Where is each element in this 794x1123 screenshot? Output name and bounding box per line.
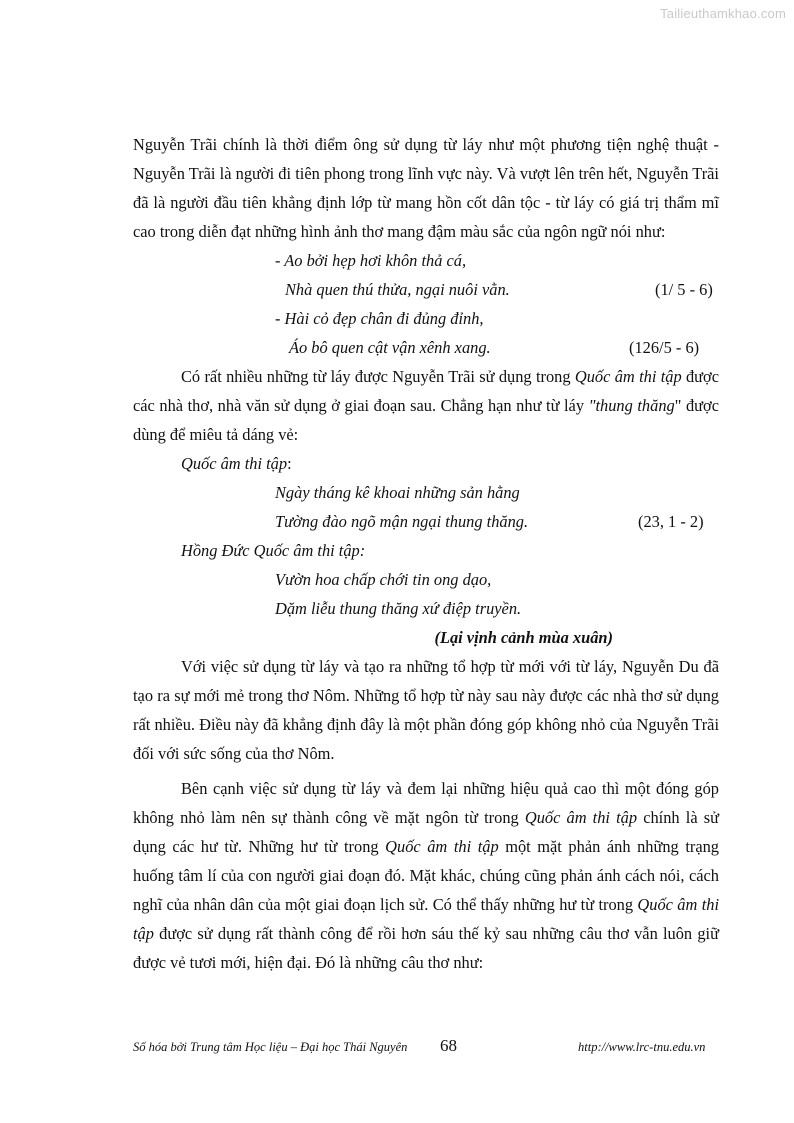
poem-title: (Lại vịnh cảnh mùa xuân) bbox=[434, 628, 613, 647]
verse-line: Ngày tháng kê khoai những sản hằng bbox=[275, 483, 520, 502]
source-label: Hồng Đức Quốc âm thi tập: bbox=[181, 541, 366, 560]
page-number: 68 bbox=[440, 1036, 457, 1055]
source-label: Quốc âm thi tập: bbox=[181, 454, 292, 473]
verse-line: Áo bô quen cật vận xênh xang. (126/5 - 6) bbox=[133, 333, 719, 362]
verse-reference: (126/5 - 6) bbox=[629, 338, 700, 357]
paragraph-1: Nguyễn Trãi chính là thời điểm ông sử dụng từ láy như một phương tiện nghệ thuật - Nguyễn Trãi là người đi tiên phong trong lĩnh vực này. Và vượt lên trên hết, Nguyễn Trãi đã là người đầu tiên khẳng định lớp từ mang hồn cốt dân tộc - từ láy có giá trị thẩm mĩ cao trong diễn đạt những hình ảnh thơ mang đậm màu sắc của ngôn ngữ nói như: bbox=[133, 135, 719, 241]
verse-line: Tường đào ngõ mận ngại thung thăng. (23, 1 - 2) bbox=[133, 507, 719, 536]
verse-reference: (23, 1 - 2) bbox=[638, 512, 704, 531]
verse-line: - Ao bởi hẹp hơi khôn thả cá, bbox=[275, 251, 467, 270]
verse-reference: (1/ 5 - 6) bbox=[655, 280, 713, 299]
page-content bbox=[133, 130, 719, 977]
footer-source: Số hóa bởi Trung tâm Học liệu – Đại học Thái Nguyên bbox=[133, 1040, 408, 1054]
verse-line: Vườn hoa chấp chới tin ong dạo, bbox=[275, 570, 492, 589]
verse-line: Dặm liễu thung thăng xứ điệp truyền. bbox=[275, 599, 522, 618]
footer-url: http://www.lrc-tnu.edu.vn bbox=[578, 1040, 706, 1054]
verse-line: Nhà quen thú thửa, ngại nuôi vằn. (1/ 5 - 6) bbox=[133, 275, 719, 304]
paragraph-3: Với việc sử dụng từ láy và tạo ra những tổ hợp từ mới với từ láy, Nguyễn Du đã tạo ra sự mới mẻ trong thơ Nôm. Những tổ hợp từ này sau này được các nhà thơ sử dụng rất nhiều. Điều này đã khẳng định đây là một phần đóng góp không nhỏ của Nguyễn Trãi đối với sức sống của thơ Nôm. bbox=[133, 657, 719, 763]
watermark: Tailieuthamkhao.com bbox=[660, 6, 786, 21]
paragraph-4: Bên cạnh việc sử dụng từ láy và đem lại những hiệu quả cao thì một đóng góp không nhỏ làm nên sự thành công về mặt ngôn từ trong Quốc âm thi tập chính là sử dụng các hư từ. Những hư từ trong Quốc âm thi tập một mặt phản ánh những trạng huống tâm lí của con người giai đoạn đó. Mặt khác, chúng cũng phản ánh cách nói, cách nghĩ của nhân dân của một giai đoạn lịch sử. Có thể thấy những hư từ trong Quốc âm thi tập được sử dụng rất thành công để rồi hơn sáu thế kỷ sau những câu thơ vẫn luôn giữ được vẻ tươi mới, hiện đại. Đó là những câu thơ như: bbox=[133, 779, 719, 972]
paragraph-2: Có rất nhiều những từ láy được Nguyễn Trãi sử dụng trong Quốc âm thi tập được các nhà thơ, nhà văn sử dụng ở giai đoạn sau. Chẳng hạn như từ láy "thung thăng" được dùng để miêu tả dáng vẻ: bbox=[133, 367, 719, 444]
verse-line: - Hài cỏ đẹp chân đi đủng đỉnh, bbox=[275, 309, 484, 328]
